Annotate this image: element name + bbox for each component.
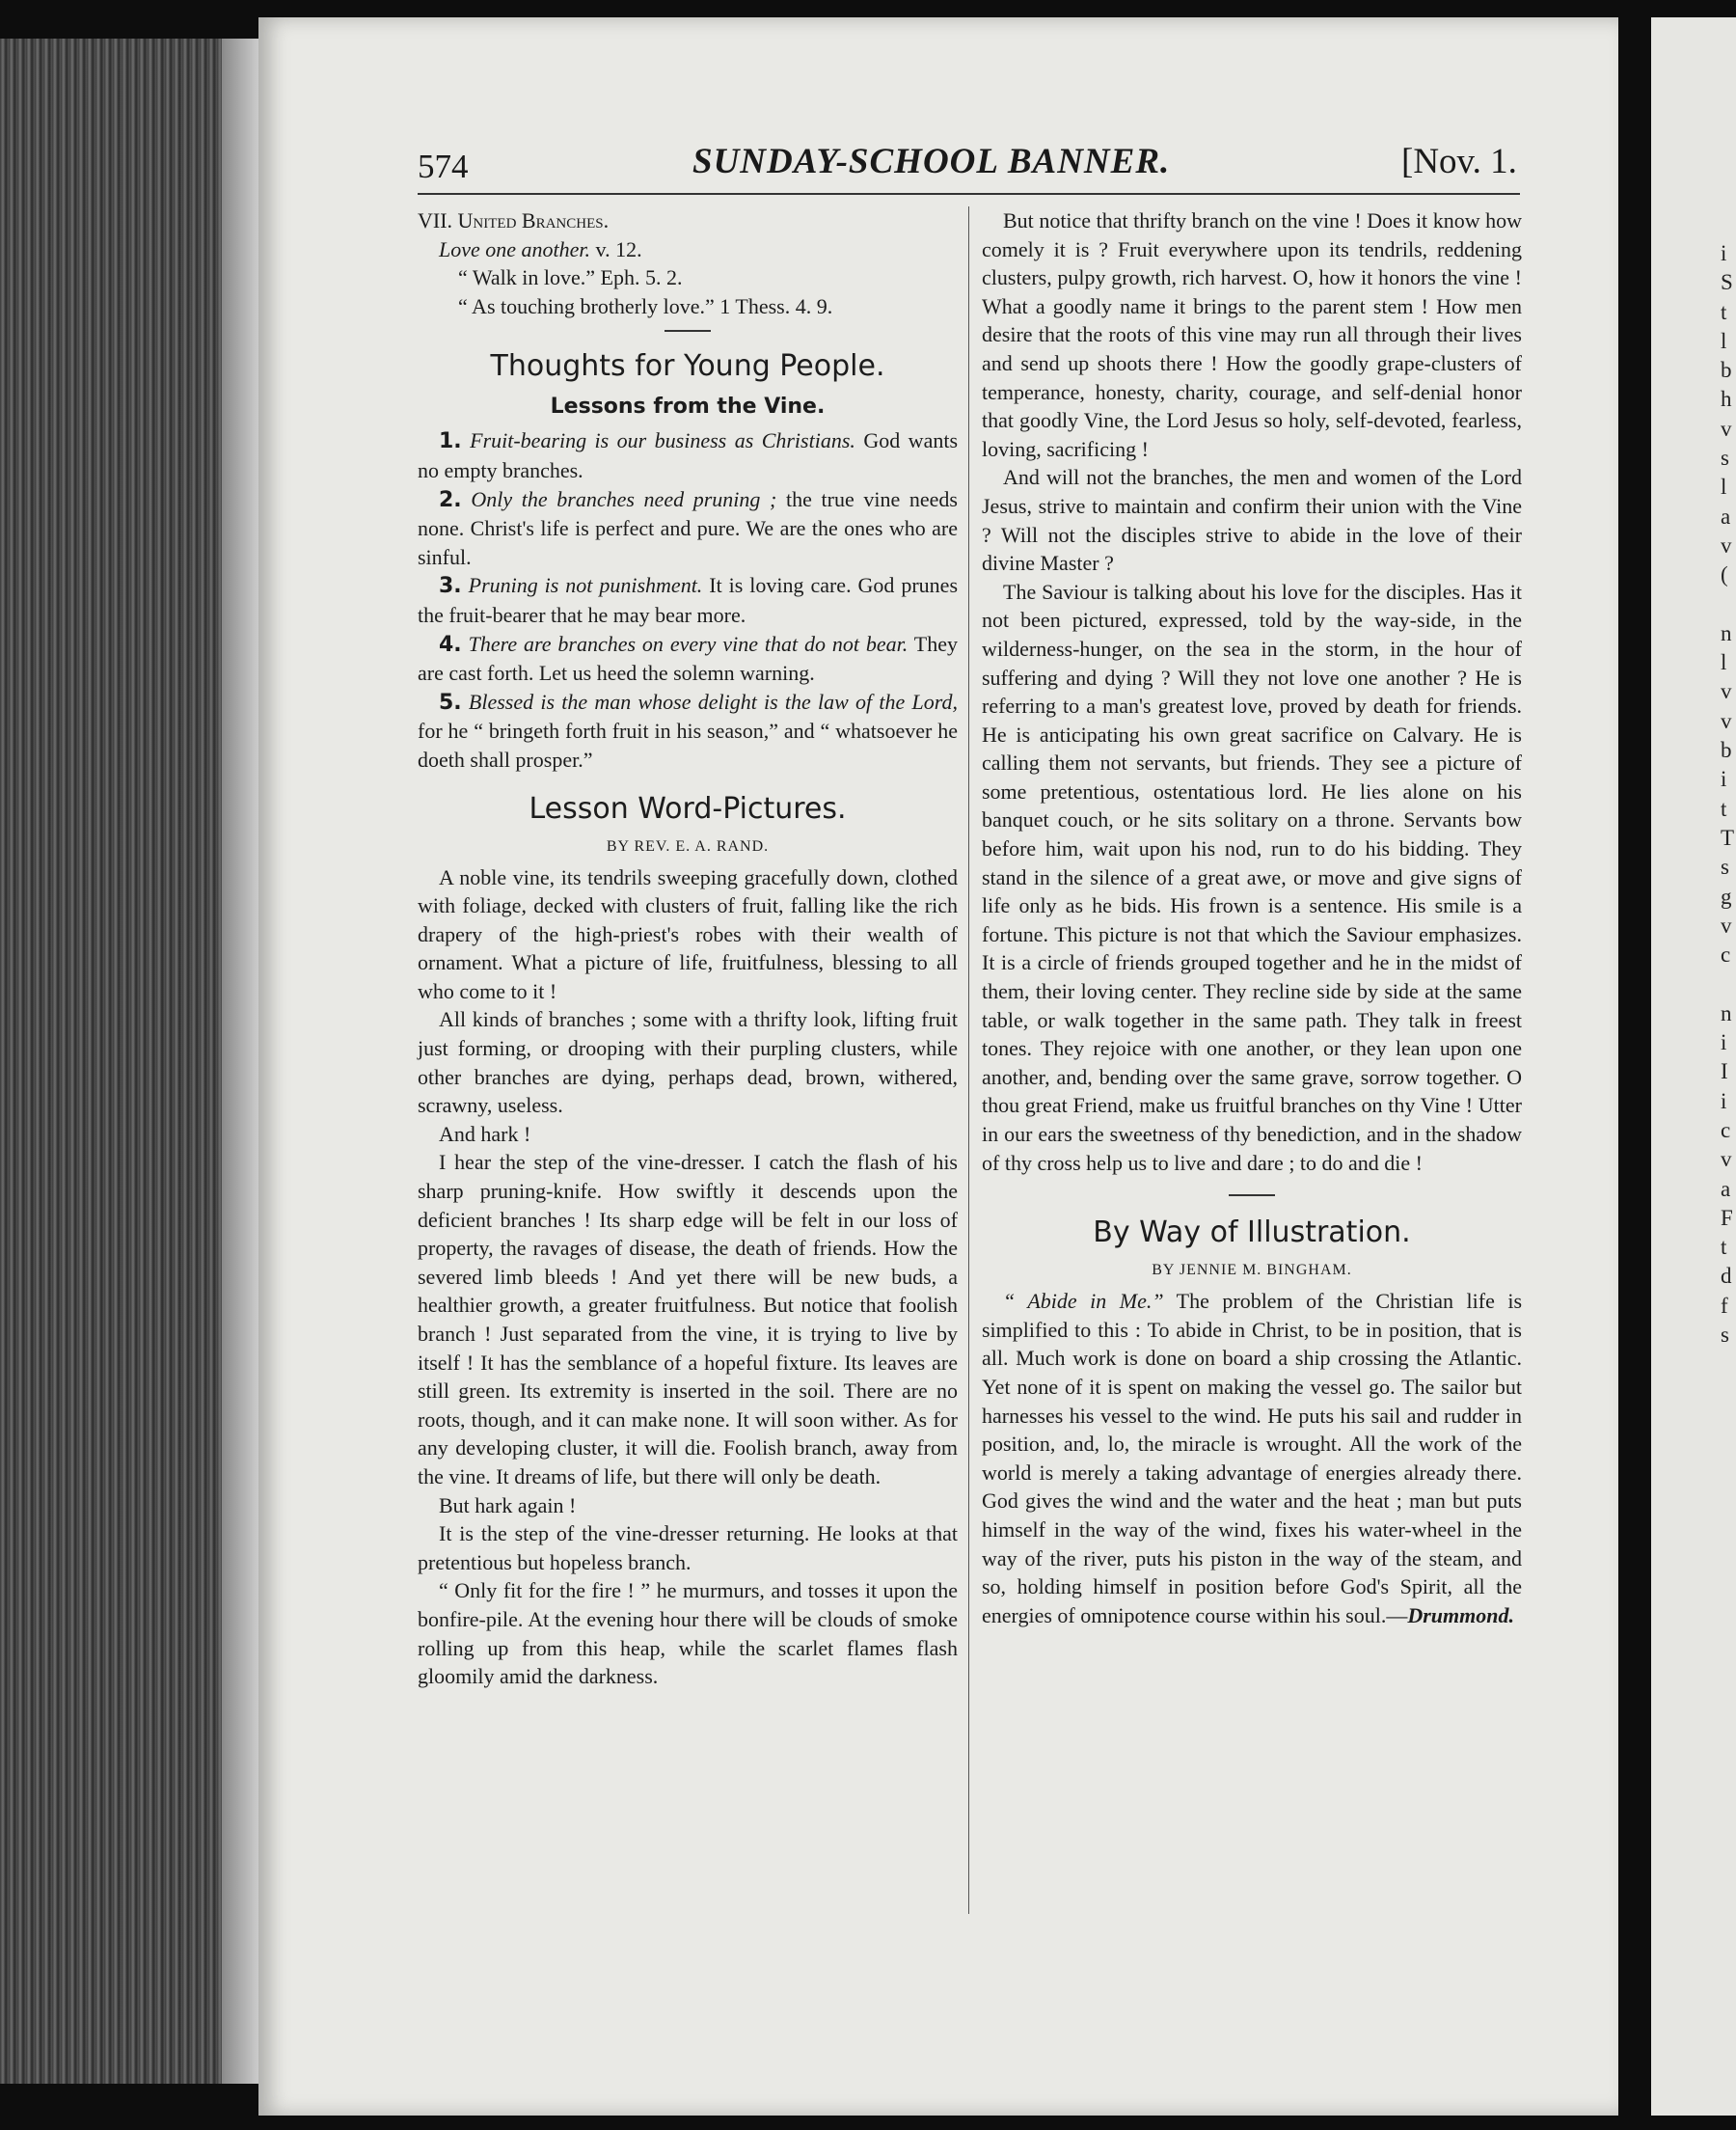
section-vii-line1-ref: v. 12. bbox=[590, 236, 642, 261]
thought-item bbox=[418, 688, 958, 775]
right-paragraph: But notice that thrifty branch on the vine ! Does it know how comely it is ? Fruit everywhere upon its tendrils, reddening clusters, pulpy growth, rich harvest. O, how it honors the vine ! What a goodly name it brings to the parent stem ! How men desire that the roots of this vine may run all through their lives and send up shoots there ! How the goodly grape-clusters of temperance, honesty, charity, courage, and self-denial honor that goodly Vine, the Lord Jesus so holy, self-devoted, fearless, loving, sacrificing ! bbox=[982, 208, 1522, 461]
section-rule bbox=[665, 330, 711, 332]
word-pictures-title: Lesson Word-Pictures. bbox=[529, 791, 847, 826]
facing-page-letter: l bbox=[1721, 650, 1727, 675]
facing-page-letter: v bbox=[1721, 679, 1732, 704]
facing-page-letter: i bbox=[1721, 1030, 1727, 1055]
facing-page-letter: c bbox=[1721, 1117, 1731, 1142]
word-pictures-paragraph: It is the step of the vine-dresser returning. He looks at that pretentious but hopeless branch. bbox=[418, 1521, 958, 1574]
right-paragraph: And will not the branches, the men and women of the Lord Jesus, strive to maintain and confirm their union with the Vine ? Will not the disciples strive to abide in the love of their divine Master ? bbox=[982, 465, 1522, 576]
word-pictures-paragraph: I hear the step of the vine-dresser. I catch the flash of his sharp pruning-knife. How swiftly it descends upon the deficient branches ! Its sharp edge will be felt in our loss of property, the ravages of disease, the death of friends. How the severed limb bleeds ! And yet there will be new buds, a healthier growth, a greater fruitfulness. But notice that foolish branch ! Just separated from the vine, it is trying to live by itself ! It has the semblance of a hopeful fixture. Its leaves are still green. Its extremity is inserted in the soil. There are no roots, though, and it can make none. It will soon wither. As for any developing cluster, it will die. Foolish branch, away from the vine. It dreams of life, but there will only be death. bbox=[418, 1150, 958, 1488]
facing-page-letter: s bbox=[1721, 855, 1729, 880]
thought-item bbox=[418, 630, 958, 688]
column-divider bbox=[968, 206, 969, 1914]
facing-page-letter: b bbox=[1721, 358, 1732, 383]
facing-page-letter: s bbox=[1721, 446, 1729, 471]
illustration-title: By Way of Illustration. bbox=[1093, 1215, 1411, 1250]
thought-text: It is loving care. God prunes the fruit-bearer that he may bear more. bbox=[418, 573, 959, 627]
thought-italic: Pruning is not punishment. bbox=[468, 573, 703, 598]
facing-page-letter: c bbox=[1721, 942, 1731, 968]
section-vii-line2: “ Walk in love.” Eph. 5. 2. bbox=[458, 265, 683, 290]
facing-page-letter: a bbox=[1721, 1176, 1731, 1201]
word-pictures-byline: BY REV. E. A. RAND. bbox=[606, 837, 770, 855]
running-title: SUNDAY-SCHOOL BANNER. bbox=[692, 142, 1171, 181]
thoughts-title: Thoughts for Young People. bbox=[490, 349, 885, 384]
thought-number: 3. bbox=[439, 574, 462, 599]
facing-page-letter: n bbox=[1721, 1000, 1732, 1025]
page-stack-edge bbox=[222, 39, 260, 2084]
left-column bbox=[418, 206, 958, 1691]
thought-italic: Fruit-bearing is our business as Christians. bbox=[470, 428, 855, 453]
issue-date: [Nov. 1. bbox=[1401, 142, 1517, 181]
facing-page-letter: h bbox=[1721, 387, 1732, 412]
thought-text: the true vine needs none. Christ's life is perfect and pure. We are the ones who are sinful. bbox=[418, 486, 958, 569]
facing-page-letter: t bbox=[1721, 299, 1727, 324]
thought-number: 5. bbox=[439, 690, 462, 715]
thought-number: 2. bbox=[439, 487, 462, 512]
thought-text: for he “ bringeth forth fruit in his season,” and “ whatsoever he doeth shall prosper.” bbox=[418, 719, 958, 772]
facing-page-letter: a bbox=[1721, 504, 1731, 529]
thought-item bbox=[418, 426, 958, 484]
word-pictures-paragraph: And hark ! bbox=[439, 1121, 531, 1146]
facing-page-letter: l bbox=[1721, 328, 1727, 353]
facing-page-letter bbox=[1721, 590, 1734, 619]
thoughts-subtitle: Lessons from the Vine. bbox=[550, 395, 826, 420]
thought-italic: Only the branches need pruning ; bbox=[471, 486, 777, 511]
facing-page-letter: I bbox=[1721, 1059, 1728, 1084]
word-pictures-paragraph: But hark again ! bbox=[439, 1492, 577, 1517]
facing-page-letter: n bbox=[1721, 620, 1732, 645]
facing-page-letter: f bbox=[1721, 1293, 1728, 1318]
illustration-text bbox=[982, 1287, 1522, 1629]
facing-page-letter: v bbox=[1721, 708, 1732, 733]
facing-page-letter: v bbox=[1721, 532, 1732, 558]
facing-page-fragment bbox=[1651, 17, 1736, 2116]
facing-page-letter: S bbox=[1721, 270, 1733, 295]
section-vii-line3: “ As touching brotherly love.” 1 Thess. 4. 9. bbox=[458, 293, 833, 318]
facing-page-letter: l bbox=[1721, 475, 1727, 500]
facing-page-letter: v bbox=[1721, 1147, 1732, 1172]
thought-italic: Blessed is the man whose delight is the law of the Lord, bbox=[468, 689, 958, 714]
word-pictures-paragraph: “ Only fit for the fire ! ” he murmurs, and tosses it upon the bonfire-pile. At the evening hour there will be clouds of smoke rolling up from this heap, while the scarlet flames flash gloomily amid the darkness. bbox=[418, 1578, 958, 1689]
facing-page-letter: t bbox=[1721, 796, 1727, 821]
facing-page-letter: t bbox=[1721, 1235, 1727, 1260]
thought-item bbox=[418, 571, 958, 629]
right-paragraph: The Saviour is talking about his love for the disciples. Has it not been pictured, expressed, told by the way-side, in the wilderness-hunger, on the sea in the storm, in the hour of suffering and dying ? Will they not love one another ? He is referring to a man's greatest love, proved by death for friends. He is anticipating his own great sacrifice on Calvary. He is calling them not servants, but friends. They see a picture of some pretentious, ostentatious lord. He lies alone on his banquet couch, or he sits solitary on a throne. Servants bow before him, wait upon his nod, run to do his bidding. They stand in the silence of a great awe, or move and give signs of life only as he bids. His frown is a sentence. His smile is a fortune. This picture is not that which the Saviour emphasizes. It is a circle of friends grouped together and he in the midst of them, their loving center. They recline side by side at the same table, or walk together in the same path. They talk in freest tones. They rejoice with one another, or they lean upon one another, and, bending over the same grave, sorrow together. O thou great Friend, make us fruitful branches on thy Vine ! Utter in our ears the sweetness of thy benediction, and in the shadow of thy cross help us to live and dare ; to do and die ! bbox=[982, 579, 1522, 1175]
header-rule bbox=[418, 193, 1520, 195]
illustration-signature: Drummond. bbox=[1407, 1602, 1514, 1627]
page-number: 574 bbox=[418, 148, 469, 185]
thought-number: 4. bbox=[439, 632, 462, 657]
thought-item bbox=[418, 485, 958, 572]
word-pictures-paragraph: A noble vine, its tendrils sweeping gracefully down, clothed with foliage, decked with clusters of fruit, falling like the rich drapery of the high-priest's robes with their wealth of ornament. What a picture of life, fruitfulness, blessing to all who come to it ! bbox=[418, 864, 958, 1003]
right-body bbox=[982, 206, 1522, 1177]
right-column bbox=[982, 206, 1522, 1629]
illustration-byline: BY JENNIE M. BINGHAM. bbox=[1152, 1262, 1352, 1279]
facing-page-letter: v bbox=[1721, 913, 1732, 938]
facing-page-letter: T bbox=[1721, 825, 1735, 850]
facing-page-letter: v bbox=[1721, 416, 1732, 441]
facing-page-letters bbox=[1721, 239, 1734, 1350]
facing-page-letter: ( bbox=[1721, 562, 1728, 587]
facing-page-letter bbox=[1721, 969, 1734, 998]
section-rule-right bbox=[1229, 1194, 1275, 1196]
facing-page-letter: i bbox=[1721, 767, 1727, 792]
facing-page-letter: d bbox=[1721, 1264, 1732, 1289]
illustration-body: The problem of the Christian life is simplified to this : To abide in Christ, to be in position, that is all. Much work is done on board a ship crossing the Atlantic. Yet none of it is spent on making the vessel go. The sailor but harnesses his vessel to the wind. He puts his sail and rudder in position, and, lo, the miracle is wrought. All the work of the world is merely a taking advantage of energies already there. God gives the wind and the water and the heat ; man but puts himself in the way of the wind, fixes his water-wheel in the way of the river, puts his piston in the way of the steam, and so, holding himself in position before God's Spirit, all the energies of omnipotence course within his soul.— bbox=[982, 1289, 1522, 1627]
thought-text: They are cast forth. Let us heed the solemn warning. bbox=[418, 631, 958, 686]
thought-text: God wants no empty branches. bbox=[418, 428, 959, 482]
illustration-quote: “ Abide in Me.” bbox=[1003, 1289, 1164, 1314]
section-vii-line1 bbox=[418, 235, 958, 264]
book-spine-edge bbox=[0, 39, 258, 2084]
facing-page-letter: b bbox=[1721, 738, 1732, 763]
thought-italic: There are branches on every vine that do not bear. bbox=[468, 631, 909, 656]
thoughts-list bbox=[418, 426, 958, 774]
thought-number: 1. bbox=[439, 429, 462, 454]
facing-page-letter: i bbox=[1721, 241, 1727, 265]
facing-page-letter: i bbox=[1721, 1088, 1727, 1113]
word-pictures-paragraph: All kinds of branches ; some with a thrifty look, lifting fruit just forming, or drooping with their purpling clusters, while other branches are dying, perhaps dead, brown, withered, scrawny, useless. bbox=[418, 1007, 958, 1118]
facing-page-letter: g bbox=[1721, 884, 1732, 909]
facing-page-letter: F bbox=[1721, 1205, 1733, 1230]
section-vii-heading: VII. United Branches. bbox=[418, 208, 610, 232]
facing-page-letter: s bbox=[1721, 1322, 1729, 1347]
word-pictures-body bbox=[418, 863, 958, 1691]
section-vii-line1-italic: Love one another. bbox=[439, 236, 591, 261]
